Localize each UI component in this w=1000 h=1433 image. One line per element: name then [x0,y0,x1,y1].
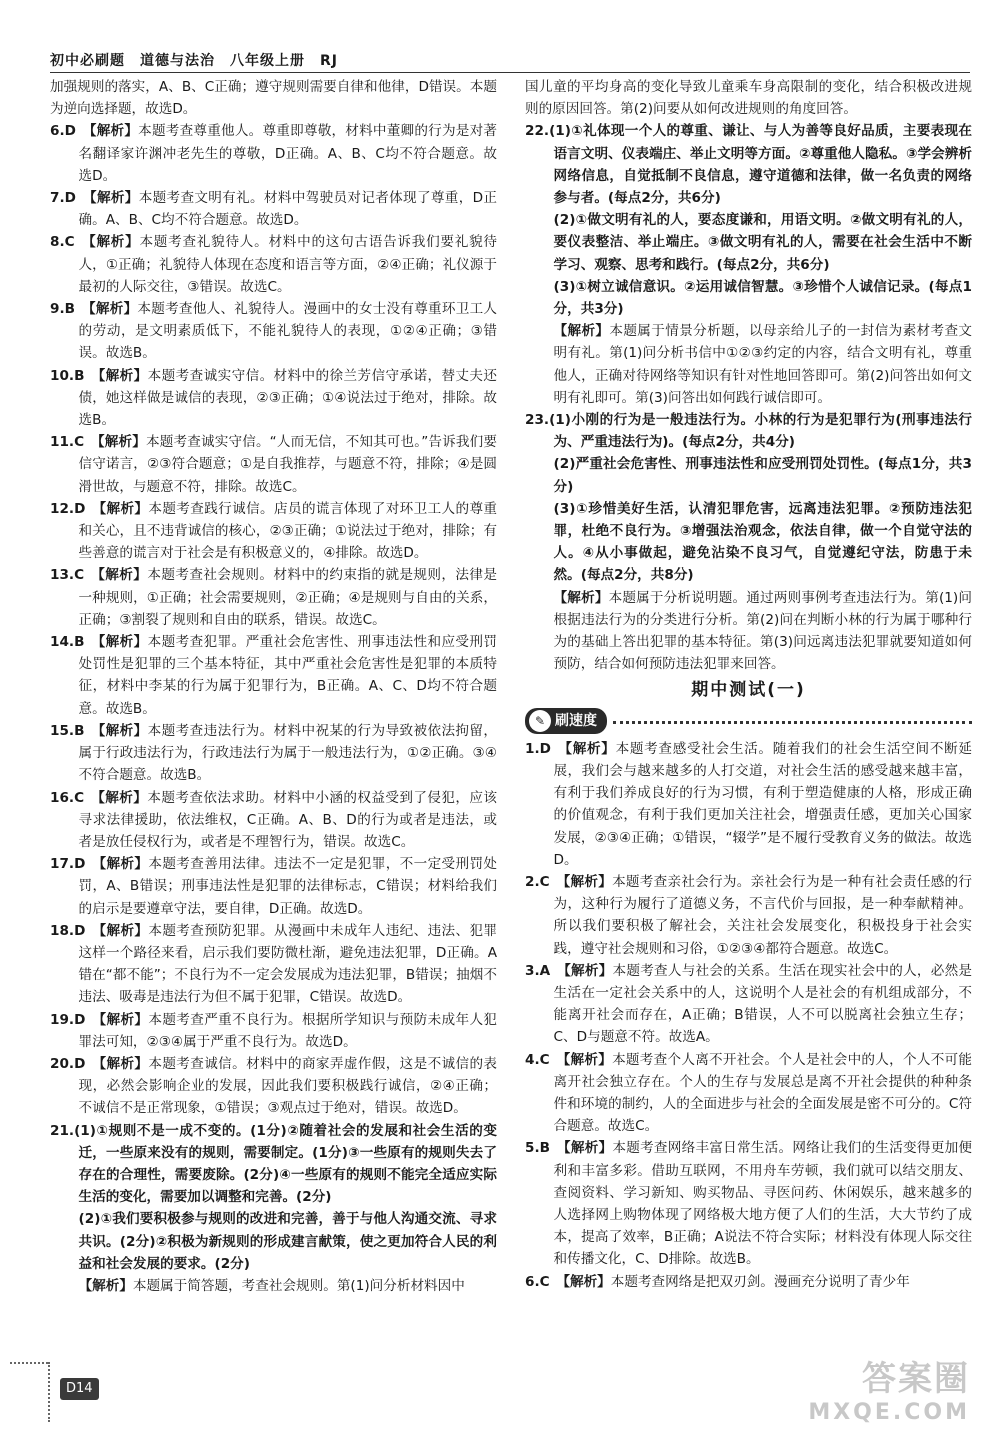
answer-item [525,1049,972,1138]
explanation-text: 加强规则的落实，A、B、C正确；遵守规则需要自律和他律，D错误。本题为逆向选择题，故选D。 [50,79,497,118]
explanation-text: 本题属于简答题，考查社会规则。第(1)问分析材料因中 [132,1277,465,1294]
page-number: D14 [60,1378,99,1400]
answer-text-block [525,871,972,960]
explanation-text: 本题考查依法求助。材料中小涵的权益受到了侵犯，应该寻求法律援助，依法维权，C正确。A、B、D的行为或者是违法，或者是放任侵权行为，或者是不理智行为，错误。故选C。 [78,789,498,850]
answer-text-block [525,409,972,453]
answer-key-text: (2)①做文明有礼的人，要态度谦和，用语文明。②做文明有礼的人，要仪表整洁、举止端庄。③做文明有礼的人，需要在社会生活中不断学习、观察、思考和践行。(每点2分，共6分) [553,212,972,273]
answer-text-block [50,631,497,720]
answer-choice: B [64,301,75,318]
answer-text-block [525,453,972,497]
analysis-tag: 【解析】 [556,1051,613,1068]
answer-text-block [50,231,497,298]
explanation-text: 本题考查网络是把双刃剑。漫画充分说明了青少年 [610,1273,910,1290]
question-number: 16. [50,789,75,806]
analysis-tag: 【解析】 [553,323,610,340]
analysis-tag: 【解析】 [556,962,613,979]
answer-text-block [50,365,497,432]
question-number: 3. [525,962,540,979]
analysis-tag: 【解析】 [90,434,146,451]
question-number: 22. [525,123,550,140]
corner-dotted-line-vertical [48,1362,50,1422]
analysis-tag: 【解析】 [78,1277,133,1294]
answer-item [50,720,497,787]
question-number: 17. [50,856,75,873]
answer-item [50,920,497,1009]
answer-text-block [50,1120,497,1209]
explanation-text: 本题考查严重不良行为。根据所学知识与预防未成年人犯罪法可知，②③④属于严重不良行为。故选D。 [78,1011,497,1050]
question-number: 14. [50,634,75,651]
answer-choice: C [74,434,85,451]
question-number: 23. [525,412,550,429]
answer-key-text: (3)①树立诚信意识。②运用诚信智慧。③珍惜个人诚信记录。(每点1分，共3分) [553,278,972,318]
answer-paragraph [50,1208,497,1275]
analysis-tag: 【解析】 [90,567,148,584]
answer-choice: C [74,789,85,806]
answer-key-text: (2)①我们要积极参与规则的改进和完善，善于与他人沟通交流、寻求共识。(2分)②积极为新规则的形成建言献策，使之更加符合人民的利益和社会发展的要求。(2分) [78,1211,497,1272]
analysis-tag: 【解析】 [91,722,148,739]
question-number: 19. [50,1011,75,1028]
answer-text-block [525,738,972,871]
section-title: 期中测试(一) [691,680,806,701]
answer-choice: A [539,962,551,979]
question-number: 10. [50,367,75,384]
answer-choice: B [74,367,85,384]
answer-choice: C [64,234,75,251]
answer-choice: D [74,1011,86,1028]
answer-text-block [50,1208,497,1275]
answer-text-block [525,960,972,1049]
analysis-tag: 【解析】 [90,789,148,806]
answer-item [50,631,497,720]
answer-choice: D [539,740,551,757]
answer-text-block [525,76,972,120]
explanation-text: 本题考查感受社会生活。随着我们的社会生活空间不断延展，我们会与越来越多的人打交道，对社会生活的感受越来越丰富，有利于我们养成良好的行为习惯，有利于塑造健康的人格，形成正确的价值观念，有利于我们更加关注社会，增强责任感，更加关心国家发展，②③④正确；①错误，“辍学”是不履行受教育义务的做法。故选D。 [553,740,973,868]
analysis-tag: 【解析】 [82,123,139,140]
speed-badge-label: 刷速度 [555,712,597,729]
answer-text-block [50,787,497,854]
page-header: 初中必刷题 道德与法治 八年级上册 RJ [50,53,338,69]
answer-paragraph [525,498,972,587]
answer-item [50,498,497,565]
answer-paragraph [525,453,972,497]
answer-paragraph [525,320,972,409]
answer-text-block [50,720,497,787]
analysis-tag: 【解析】 [92,922,149,939]
answer-text-block [50,1275,497,1297]
question-number: 2. [525,873,540,890]
answer-text-block [50,564,497,631]
answer-choice: D [74,856,86,873]
explanation-text: 本题考查他人、礼貌待人。漫画中的女士没有尊重环卫工人的劳动，是文明素质低下，不能礼貌待人的表现，①②④正确；③错误。故选B。 [78,301,498,362]
explanation-text: 本题考查礼貌待人。材料中的这句古语告诉我们要礼貌待人，①正确；礼貌待人体现在态度和语言等方面，②④正确；礼仪源于最初的人际交往，③错误。故选C。 [78,234,498,295]
answer-text-block [525,587,972,676]
answer-text-block [50,920,497,1009]
answer-item [50,187,497,231]
answer-key-text: (1)①礼体现一个人的尊重、谦让、与人为善等良好品质，主要表现在语言文明、仪表端庄、举止文明等方面。②尊重他人隐私。③学会辨析网络信息，自觉抵制不良信息，遵守道德和法律，做一名负责的网络参与者。(每点2分，共6分) [549,123,972,207]
analysis-tag: 【解析】 [556,1140,613,1157]
answer-paragraph [525,276,972,320]
explanation-text: 本题考查文明有礼。材料中驾驶员对记者体现了尊重，D正确。A、B、C均不符合题意。故选D。 [78,190,498,229]
answer-text-block [525,1049,972,1138]
answer-text-block [525,1271,972,1293]
speed-badge [525,708,607,734]
question-number: 1. [525,740,540,757]
analysis-tag: 【解析】 [556,873,613,890]
question-number: 15. [50,722,75,739]
answer-text-block [50,431,497,498]
explanation-text: 本题属于分析说明题。通过两则事例考查违法行为。第(1)问根据违法行为的分类进行分析。第(2)问在判断小林的行为属于哪种行为的基础上答出犯罪的基本特征。第(3)问远离违法犯罪就要知道如何预防，结合如何预防违法犯罪来回答。 [553,589,972,673]
analysis-tag: 【解析】 [92,1055,149,1072]
answer-item [525,738,972,871]
answer-text-block [50,498,497,565]
explanation-text: 本题考查违法行为。材料中祝某的行为导致被依法拘留，属于行政违法行为，行政违法行为属于一般违法行为，①②正确。③④不符合题意。故选B。 [78,722,498,784]
answer-choice: D [74,1055,86,1072]
analysis-tag: 【解析】 [91,367,148,384]
answer-item [50,231,497,298]
answer-key-text: (1)①规则不是一成不变的。(1分)②随着社会的发展和社会生活的变迁，一些原来没有的规则，需要制定。(1分)③一些原有的规则失去了存在的合理性，需要废除。(2分)④一些原有的规则不能完全适应实际生活的变化，需要加以调整和完善。(2分) [74,1122,497,1206]
answer-choice: B [74,722,85,739]
analysis-tag: 【解析】 [553,589,609,606]
corner-dotted-line [10,1362,48,1364]
explanation-text: 本题考查人与社会的关系。生活在现实社会中的人，必然是生活在一定社会关系中的人，这说明个人是社会的有机组成部分，不能离开社会而存在，A正确；B错误，人不可以脱离社会独立生存；C、D与题意不符。故选A。 [553,962,973,1046]
explanation-text: 本题考查善用法律。违法不一定是犯罪，不一定受刑罚处罚，A、B错误；刑事违法性是犯罪的法律标志，C错误；材料给我们的启示是要遵章守法，要自律，D正确。故选D。 [78,856,497,917]
explanation-text: 本题考查犯罪。严重社会危害性、刑事违法性和应受刑罚处罚性是犯罪的三个基本特征，其中严重社会危害性是犯罪的本质特征，材料中李某的行为属于犯罪行为，B正确。A、C、D均不符合题意。故选B。 [78,634,498,717]
answer-text-block [525,498,972,587]
explanation-text: 本题属于情景分析题，以母亲给儿子的一封信为素材考查文明有礼。第(1)问分析书信中①②③约定的内容，结合文明有礼，尊重他人，正确对待网络等知识有针对性地回答即可。第(2)问答出如何文明有礼即可。第(3)问答出如何践行诚信即可。 [553,323,972,406]
watermark-logo [808,1351,970,1425]
analysis-tag: 【解析】 [91,634,148,651]
answer-text-block [50,853,497,920]
question-number: 20. [50,1055,75,1072]
answer-choice: D [74,500,86,517]
watermark-url: MXQE.COM [808,1400,970,1425]
explanation-text: 本题考查社会规则。材料中的约束指的就是规则，法律是一种规则，①正确；社会需要规则，②正确；④是规则与自由的关系，正确；③割裂了规则和自由的联系，错误。故选C。 [78,567,498,628]
question-number: 4. [525,1051,540,1068]
answer-item [50,1120,497,1209]
answer-text-block [525,276,972,320]
question-number: 6. [525,1273,540,1290]
answer-item [525,1137,972,1270]
speed-banner [525,706,972,736]
speed-icon: ✎ [529,710,551,732]
answer-text-block [50,187,497,231]
answer-item [50,298,497,365]
answer-paragraph [525,76,972,120]
answer-item [525,120,972,209]
answer-item [525,960,972,1049]
explanation-text: 本题考查践行诚信。店员的谎言体现了对环卫工人的尊重和关心，且不违背诚信的核心，②③正确；①说法过于绝对，排除；有些善意的谎言对于社会是有积极意义的，④排除。故选D。 [78,500,497,562]
analysis-tag: 【解析】 [81,234,140,251]
answer-choice: B [539,1140,550,1157]
answer-choice: C [539,1273,550,1290]
explanation-text: 本题考查个人离不开社会。个人是社会中的人，个人不可能离开社会独立存在。个人的生存与发展总是离不开社会提供的种种条件和环境的制约，人的全面进步与社会的全面发展是密不可分的。C符合题意。故选C。 [553,1051,972,1135]
analysis-tag: 【解析】 [556,1273,611,1290]
question-number: 13. [50,567,75,584]
dotted-rule [613,721,972,724]
answer-item [50,853,497,920]
answer-paragraph [525,587,972,676]
answer-text-block [525,120,972,209]
question-number: 8. [50,234,65,251]
analysis-tag: 【解析】 [92,500,149,517]
answer-item [50,1009,497,1053]
explanation-text: 国儿童的平均身高的变化导致儿童乘车身高限制的变化，结合积极改进规则的原因回答。第(2)问要从如何改进规则的角度回答。 [525,79,972,118]
answer-item [525,409,972,453]
explanation-text: 本题考查诚实守信。材料中的徐兰芳信守承诺，替丈夫还债，她这样做是诚信的表现，②③正确；①④说法过于绝对，排除。故选B。 [78,367,498,429]
answer-item [525,1271,972,1293]
analysis-tag: 【解析】 [557,740,616,757]
explanation-text: 本题考查尊重他人。尊重即尊敬，材料中董卿的行为是对著名翻译家许渊冲老先生的尊敬，D正确。A、B、C均不符合题意。故选D。 [78,123,497,184]
answer-choice: C [539,1051,550,1068]
analysis-tag: 【解析】 [81,301,138,318]
answer-key-text: (3)①珍惜美好生活，认清犯罪危害，远离违法犯罪。②预防违法犯罪，杜绝不良行为。③增强法治观念，依法自律，做一个自觉守法的人。④从小事做起，避免沾染不良习气，自觉遵纪守法，防患于未然。(每点2分，共8分) [553,500,972,584]
answer-item [525,871,972,960]
answer-text-block [50,76,497,120]
answer-item [50,120,497,187]
answer-text-block [50,1053,497,1120]
question-number: 6. [50,123,65,140]
answer-item [50,365,497,432]
answer-paragraph [525,209,972,276]
analysis-tag: 【解析】 [92,856,149,873]
right-column [525,76,972,1293]
question-number: 18. [50,922,75,939]
answer-choice: D [64,123,76,140]
watermark-text: 答案圈 [862,1359,970,1399]
answer-text-block [50,1009,497,1053]
question-number: 11. [50,434,75,451]
answer-text-block [50,120,497,187]
answer-item [50,431,497,498]
answer-key-text: (2)严重社会危害性、刑事违法性和应受刑罚处罚性。(每点1分，共3分) [553,456,972,495]
question-number: 21. [50,1122,75,1139]
explanation-text: 本题考查诚信。材料中的商家弄虚作假，这是不诚信的表现，必然会影响企业的发展，因此我们要积极践行诚信，②④正确；不诚信不是正常现象，①错误；③观点过于绝对，错误。故选D。 [78,1055,497,1117]
analysis-tag: 【解析】 [82,190,139,207]
answer-choice: B [74,634,85,651]
answer-text-block [525,1137,972,1270]
answer-item [50,564,497,631]
explanation-text: 本题考查网络丰富日常生活。网络让我们的生活变得更加便利和丰富多彩。借助互联网，不用舟车劳顿，我们就可以结交朋友、查阅资料、学习新知、购买物品、寻医问药、休闲娱乐，越来越多的人选择网上购物体现了网络极大地方便了人们的生活，大大节约了成本，提高了效率，B正确；A说法不符合实际；材料没有体现人际交往和传播文化，C、D排除。故选B。 [553,1140,973,1268]
answer-text-block [525,209,972,276]
question-number: 12. [50,500,75,517]
answer-text-block [50,298,497,365]
explanation-text: 本题考查诚实守信。“人而无信，不知其可也。”告诉我们要信守诺言，②③符合题意；①是自我推荐，与题意不符，排除；④是圆滑世故，与题意不符，排除。故选C。 [78,434,497,495]
answer-choice: C [74,567,85,584]
analysis-tag: 【解析】 [92,1011,149,1028]
question-number: 9. [50,301,65,318]
answer-choice: D [64,190,76,207]
question-number: 5. [525,1140,540,1157]
answer-choice: C [539,873,550,890]
explanation-text: 本题考查亲社会行为。亲社会行为是一种有社会责任感的行为，这种行为履行了道德义务，不言代价与回报，是一种奉献精神。所以我们要积极了解社会，关注社会发展变化，积极投身于社会实践，遵守社会规则和习俗，①②③④都符合题意。故选C。 [553,873,972,957]
question-number: 7. [50,190,65,207]
answer-item [50,1053,497,1120]
answer-key-text: (1)小刚的行为是一般违法行为。小林的行为是犯罪行为(刑事违法行为、严重违法行为)。(每点2分，共4分) [549,412,972,451]
answer-item [50,787,497,854]
answer-text-block [525,320,972,409]
left-column [50,76,497,1297]
answer-paragraph [50,76,497,120]
answer-choice: D [74,922,86,939]
answer-paragraph [50,1275,497,1297]
header-divider [50,72,970,73]
explanation-text: 本题考查预防犯罪。从漫画中未成年人违纪、违法、犯罪这样一个路径来看，启示我们要防微杜渐，避免违法犯罪，D正确。A错在“都不能”；不良行为不一定会发展成为违法犯罪，B错误；抽烟不违法、吸毒是违法行为但不属于犯罪，C错误。故选D。 [78,922,497,1006]
